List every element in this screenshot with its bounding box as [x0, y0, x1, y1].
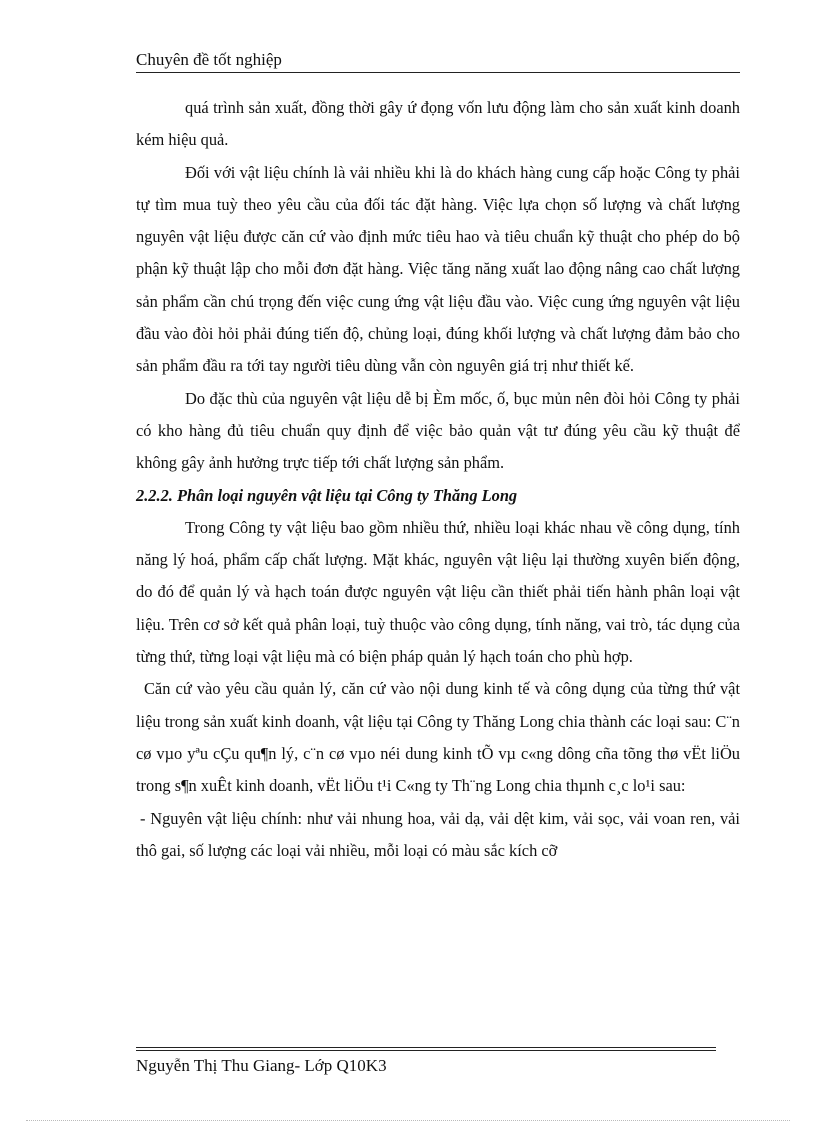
section-heading: 2.2.2. Phân loại nguyên vật liệu tại Công ty Thăng Long	[136, 485, 518, 505]
footer-rule-bottom	[136, 1050, 716, 1051]
page-edge-dotted	[26, 1120, 790, 1121]
paragraph-6: - Nguyên vật liệu chính: như vải nhung hoa, vải dạ, vải dệt kim, vải sọc, vải voan ren, vải thô gai, số lượng các loại vải nhiều, mỗi loại có màu sắc kích cỡ	[136, 808, 740, 860]
paragraph-4: Trong Công ty vật liệu bao gồm nhiều thứ, nhiều loại khác nhau về công dụng, tính năng lý hoá, phẩm cấp chất lượng. Mặt khác, nguyên vật liệu lại thường xuyên biến động, do đó để quản lý và hạch toán được nguyên vật liệu cần thiết phải tiến hành phân loại vật liệu. Trên cơ sở kết quả phân loại, tuỳ thuộc vào công dụng, tính năng, vai trò, tác dụng của từng thứ, từng loại vật liệu mà có biện pháp quản lý hạch toán cho phù hợp.	[136, 517, 740, 667]
paragraph-2: Đối với vật liệu chính là vải nhiều khi là do khách hàng cung cấp hoặc Công ty phải tự tìm mua tuỳ theo yêu cầu của đối tác đặt hàng. Việc lựa chọn số lượng và chất lượng nguyên vật liệu được căn cứ vào định mức tiêu hao và tiêu chuẩn kỹ thuật cho phép do bộ phận kỹ thuật lập cho mỗi đơn đặt hàng. Việc tăng năng xuất lao động nâng cao chất lượng sản phẩm cần chú trọng đến việc cung ứng vật liệu đầu vào. Việc cung ứng nguyên vật liệu đầu vào đòi hỏi phải đúng tiến độ, chủng loại, đúng khối lượng và chất lượng đảm bảo cho sản phẩm đầu ra tới tay người tiêu dùng vẫn còn nguyên giá trị như thiết kế.	[136, 162, 740, 376]
paragraph-5: Căn cứ vào yêu cầu quản lý, căn cứ vào nội dung kinh tế và công dụng của từng thứ vật liệu trong sản xuất kinh doanh, vật liệu tại Công ty Thăng Long chia thành các loại sau: C¨n cø vµo yªu cÇu qu¶n lý, c¨n cø vµo néi dung kinh tÕ vµ c«ng dông cña tõng thø vËt liÖu trong s¶n xuÊt kinh doanh, vËt liÖu t¹i C«ng ty Th¨ng Long chia thµnh c¸c lo¹i sau:	[136, 679, 740, 796]
page-header	[136, 50, 740, 73]
paragraph-1: quá trình sản xuất, đồng thời gây ứ đọng vốn lưu động làm cho sản xuất kinh doanh kém hiệu quả.	[136, 98, 740, 150]
footer-rule-top	[136, 1047, 716, 1048]
page-footer	[136, 1056, 387, 1076]
document-body	[136, 92, 740, 867]
header-title: Chuyên đề tốt nghiệp	[136, 50, 282, 69]
paragraph-3: Do đặc thù của nguyên vật liệu dễ bị Èm mốc, ố, bục mủn nên đòi hỏi Công ty phải có kho hàng đủ tiêu chuẩn quy định để việc bảo quản vật tư đúng yêu cầu kỹ thuật để không gây ảnh hưởng trực tiếp tới chất lượng sản phẩm.	[136, 388, 740, 473]
footer-author: Nguyễn Thị Thu Giang- Lớp Q10K3	[136, 1056, 387, 1075]
